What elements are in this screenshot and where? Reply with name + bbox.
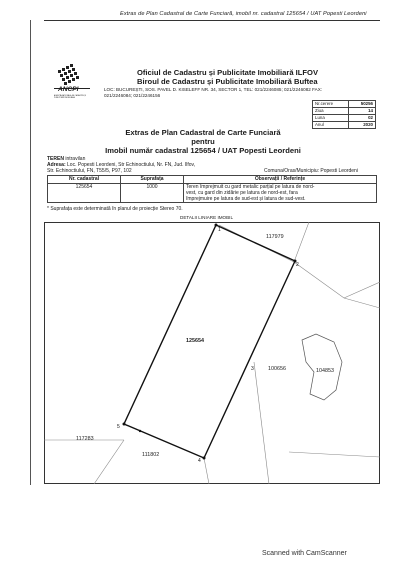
surface-area: 1000 bbox=[121, 184, 184, 203]
column-header: Suprafața bbox=[121, 176, 184, 184]
table-row bbox=[313, 101, 376, 108]
request-value: 14 bbox=[349, 108, 376, 115]
request-value: 02 bbox=[349, 115, 376, 122]
plan-section-label: DETALII LINIARE IMOBIL bbox=[180, 215, 234, 220]
parcel-number-label: 125654 bbox=[186, 338, 204, 344]
column-header: Nr. cadastral bbox=[48, 176, 121, 184]
office-name: Oficiul de Cadastru și Publicitate Imobiliară ILFOV bbox=[137, 68, 319, 77]
table-header-row bbox=[48, 176, 377, 184]
bureau-name: Biroul de Cadastru și Publicitate Imobiliară Buftea bbox=[137, 77, 318, 86]
scanner-watermark: Scanned with CamScanner bbox=[262, 550, 347, 557]
left-margin-line bbox=[30, 20, 31, 485]
office-address: LOC: BUCUREȘTI, SOS. PAVEL D. KISELEFF NR. 34, SECTOR 1, TEL: 021/2246085; 021/2246082 FAX: bbox=[104, 87, 323, 92]
parcel-vertices bbox=[123, 224, 297, 460]
document-title-parcel: Imobil număr cadastral 125654 / UAT Popesti Leordeni bbox=[105, 146, 301, 155]
plan-frame bbox=[45, 223, 380, 484]
office-address-2: 021/2246084; 021/2246156 bbox=[104, 93, 161, 98]
page-header-title: Extras de Plan Cadastral de Carte Funciară, imobil nr. cadastral 125654 / UAT Popesti Leordeni bbox=[120, 11, 367, 17]
observation-line: vest, cu gard din zidărie pe latura de nord-est, fara bbox=[186, 190, 298, 196]
parcel-outline bbox=[124, 225, 295, 458]
vertex-label: 5 bbox=[117, 424, 120, 430]
land-type-label: TEREN bbox=[47, 156, 64, 162]
neighbor-label: 111802 bbox=[142, 452, 160, 458]
vertex-label: 2 bbox=[296, 262, 299, 268]
neighbor-label: 117979 bbox=[266, 234, 284, 240]
document-title: Extras de Plan Cadastral de Carte Funciară bbox=[125, 128, 281, 137]
document-title-for: pentru bbox=[191, 137, 215, 146]
neighbor-label: 100656 bbox=[268, 366, 286, 372]
address-value: Loc. Popesti Leordeni, Str Echinoctiului, Nr. FN, Jud. Ilfov, bbox=[67, 162, 196, 168]
neighbor-label: 104853 bbox=[316, 368, 334, 374]
request-label: Ziua bbox=[313, 108, 349, 115]
table-row bbox=[313, 108, 376, 115]
table-row bbox=[48, 184, 377, 203]
vertex-label: 1 bbox=[218, 227, 221, 233]
projection-note: * Suprafața este determinată în planul de proiecție Stereo 70. bbox=[47, 206, 183, 212]
header-rule bbox=[44, 20, 380, 21]
logo-subtitle: AGENȚIA NAȚIONALĂ DE CADASTRU ȘI PUBLICITATE IMOBILIARĂ bbox=[54, 95, 86, 99]
vertex-label: 3 bbox=[251, 366, 254, 372]
observations bbox=[184, 184, 377, 203]
request-value: 50256 bbox=[349, 101, 376, 108]
observation-line: Teren împrejmuit cu gard metalic parțial pe latura de nord- bbox=[186, 184, 315, 190]
cadastral-plan bbox=[44, 222, 380, 484]
address-label: Adresa: bbox=[47, 162, 66, 168]
request-table bbox=[312, 100, 376, 129]
municipality: Comuna/Oras/Municipiu: Popesti Leordeni bbox=[264, 168, 358, 174]
neighbor-label: 117283 bbox=[76, 436, 94, 442]
logo-text: ANCPI bbox=[58, 86, 79, 93]
request-value: 2020 bbox=[349, 122, 376, 129]
neighbor-building-outline bbox=[302, 334, 342, 400]
request-label: Luna bbox=[313, 115, 349, 122]
ancpi-logo bbox=[52, 60, 92, 100]
request-label: Anul bbox=[313, 122, 349, 129]
vertex-label: 4 bbox=[198, 458, 201, 464]
observation-line: împrejmuire pe latura de sud-est și latura de sud-vest. bbox=[186, 196, 306, 202]
land-type-value: intravilan bbox=[65, 156, 86, 162]
neighbor-boundaries bbox=[44, 222, 380, 484]
column-header: Observații / Referințe bbox=[184, 176, 377, 184]
table-row bbox=[313, 115, 376, 122]
request-label: Nr.cerere bbox=[313, 101, 349, 108]
address-continued: Str. Echinoctiului, FN, T55/5, P97, 102 bbox=[47, 168, 132, 174]
cadastral-table bbox=[47, 175, 377, 203]
cadastral-number: 125654 bbox=[48, 184, 121, 203]
